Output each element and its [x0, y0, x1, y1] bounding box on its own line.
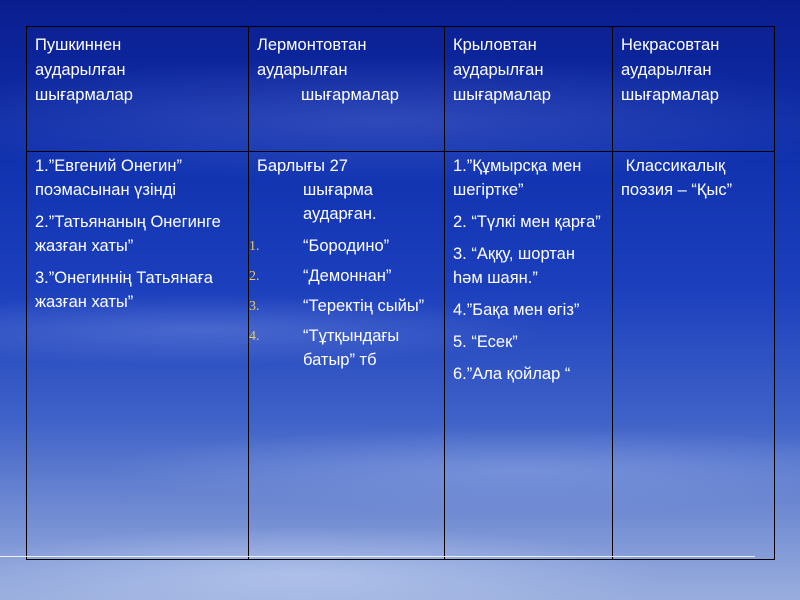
header-pushkin-line3: шығармалар: [35, 86, 133, 104]
list-number: 1.: [249, 239, 260, 254]
list-item-text: “Теректің сыйы”: [303, 297, 425, 315]
header-nekrasov-line3: шығармалар: [621, 86, 719, 104]
header-pushkin-line2: аударылған: [35, 61, 126, 79]
header-nekrasov-line1: Некрасовтан: [621, 36, 720, 54]
translations-table: [26, 26, 775, 560]
lermontov-list-item: [249, 294, 436, 318]
pushkin-item-3: 3.”Онегиннің Татьянаға жазған хаты”: [35, 269, 213, 311]
lermontov-list: [249, 234, 436, 372]
nekrasov-item-1: Классикалық поэзия – “Қыс”: [621, 157, 733, 199]
lermontov-intro-line1: Барлығы 27: [257, 157, 348, 175]
krylov-item-5: 5. “Есек”: [453, 333, 518, 351]
lermontov-intro: [257, 154, 436, 226]
content-row: [27, 152, 775, 560]
bottom-divider: [0, 556, 755, 557]
list-item-text: “Бородино”: [303, 237, 390, 255]
header-pushkin: [27, 27, 249, 152]
lermontov-intro-line2: шығарма: [303, 181, 373, 199]
header-krylov-line3: шығармалар: [453, 86, 551, 104]
pushkin-item-1: 1.”Евгений Онегин” поэмасынан үзінді: [35, 157, 182, 199]
krylov-item-3: 3. “Аққу, шортан һәм шаян.”: [453, 245, 575, 287]
header-lermontov-line3: шығармалар: [301, 86, 399, 104]
krylov-item-4: 4.”Бақа мен өгіз”: [453, 301, 580, 319]
header-krylov-line1: Крыловтан: [453, 36, 537, 54]
krylov-item-6: 6.”Ала қойлар “: [453, 365, 571, 383]
cell-lermontov: [249, 152, 445, 560]
list-item-text: “Тұтқындағы батыр” тб: [303, 327, 400, 369]
cell-nekrasov: [613, 152, 775, 560]
header-lermontov: [249, 27, 445, 152]
list-number: 4.: [249, 329, 260, 344]
pushkin-item-2: 2.”Татьянаның Онегинге жазған хаты”: [35, 213, 221, 255]
list-number: 3.: [249, 299, 260, 314]
list-item-text: “Демоннан”: [303, 267, 392, 285]
krylov-item-2: 2. “Түлкі мен қарға”: [453, 213, 601, 231]
header-krylov: [445, 27, 613, 152]
header-pushkin-line1: Пушкиннен: [35, 36, 122, 54]
lermontov-list-item: [249, 324, 436, 372]
cell-krylov: [445, 152, 613, 560]
lermontov-list-item: [249, 264, 436, 288]
header-nekrasov-line2: аударылған: [621, 61, 712, 79]
krylov-item-1: 1.”Құмырсқа мен шегіртке”: [453, 157, 582, 199]
lermontov-list-item: [249, 234, 436, 258]
header-krylov-line2: аударылған: [453, 61, 544, 79]
cell-pushkin: [27, 152, 249, 560]
header-nekrasov: [613, 27, 775, 152]
header-lermontov-line1: Лермонтовтан: [257, 36, 367, 54]
header-row: [27, 27, 775, 152]
lermontov-intro-line3: аударған.: [303, 205, 377, 223]
list-number: 2.: [249, 269, 260, 284]
header-lermontov-line2: аударылған: [257, 61, 348, 79]
